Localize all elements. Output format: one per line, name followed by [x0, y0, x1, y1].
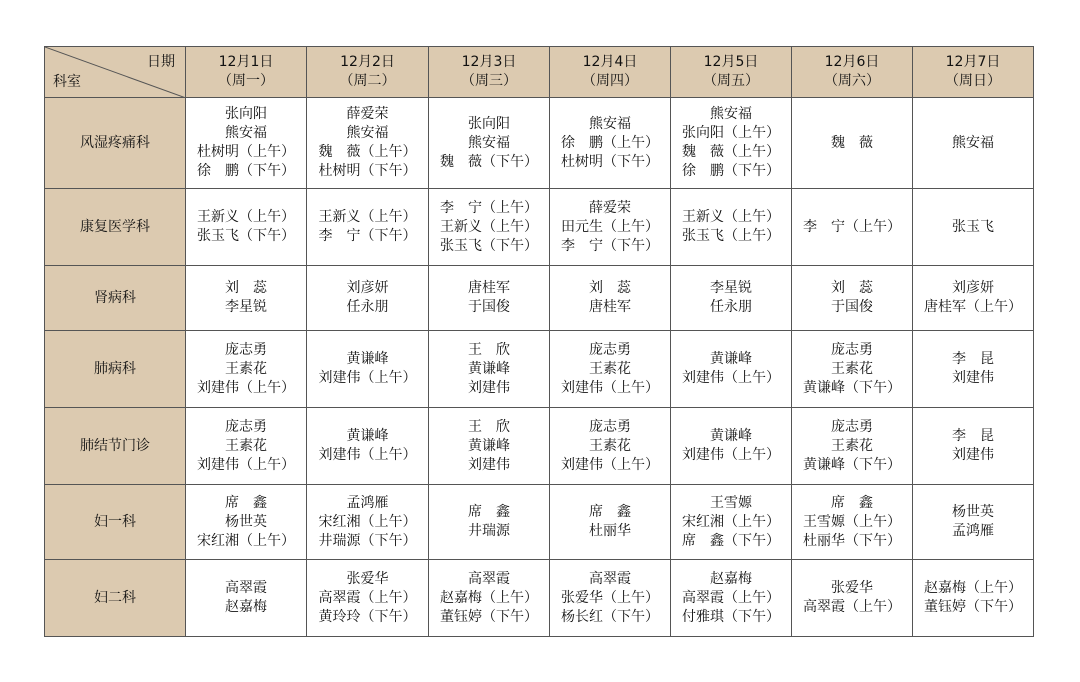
- department-cell: [45, 408, 186, 485]
- doctor-entry: 王素花: [831, 437, 873, 454]
- schedule-cell: [429, 485, 550, 560]
- day-header-cell: [429, 47, 550, 98]
- doctor-entry: 王素花: [225, 360, 267, 377]
- doctor-entry: 王雪嫄（上午）: [803, 513, 901, 530]
- day-date: 12月4日: [582, 54, 638, 70]
- doctor-entry: 刘建伟（上午）: [682, 370, 780, 386]
- doctor-entry: 黄谦峰: [710, 428, 752, 444]
- day-header-cell: [792, 47, 913, 98]
- doctor-entry: 庞志勇: [831, 341, 873, 358]
- schedule-cell: [307, 408, 429, 485]
- schedule-cell: [913, 560, 1034, 637]
- schedule-cell: [429, 408, 550, 485]
- doctor-entry: 薛爱荣: [346, 106, 389, 122]
- day-header-cell: [913, 47, 1034, 98]
- department-name: 妇一科: [94, 513, 136, 530]
- schedule-cell: [913, 98, 1034, 189]
- doctor-entry: 徐 鹏（上午）: [561, 134, 659, 151]
- doctor-entry: 李 宁（下午）: [561, 237, 659, 254]
- day-header-cell: [186, 47, 307, 98]
- doctor-entry: 王 欣: [468, 418, 510, 435]
- doctor-entry: 李 宁（下午）: [318, 228, 417, 244]
- schedule-cell: [550, 408, 671, 485]
- department-cell: [45, 485, 186, 560]
- doctor-entry: 刘建伟（上午）: [197, 379, 295, 396]
- doctor-entry: 董钰婷（下午）: [924, 599, 1022, 615]
- doctor-entry: 杜丽华: [589, 523, 631, 539]
- doctor-entry: 高翠霞: [468, 570, 510, 587]
- doctor-entry: 高翠霞: [589, 570, 631, 587]
- doctor-entry: 席 鑫: [589, 504, 631, 520]
- schedule-cell: [429, 266, 550, 331]
- schedule-cell: [792, 266, 913, 331]
- doctor-entry: 庞志勇: [225, 341, 267, 358]
- schedule-cell: [792, 408, 913, 485]
- doctor-entry: 席 鑫: [468, 504, 510, 520]
- doctor-entry: 魏 薇: [831, 134, 873, 151]
- day-weekday: （周日）: [945, 73, 1001, 89]
- doctor-entry: 黄谦峰（下午）: [803, 456, 901, 473]
- schedule-cell: [550, 98, 671, 189]
- department-axis-label: 科室: [53, 74, 81, 90]
- schedule-cell: [913, 408, 1034, 485]
- day-date: 12月5日: [703, 54, 759, 70]
- schedule-cell: [307, 331, 429, 408]
- doctor-entry: 庞志勇: [831, 418, 873, 435]
- schedule-cell: [792, 189, 913, 266]
- doctor-entry: 黄玲玲（下午）: [318, 608, 417, 625]
- doctor-entry: 李 昆: [952, 351, 994, 367]
- schedule-cell: [307, 485, 429, 560]
- doctor-entry: 黄谦峰: [468, 360, 510, 377]
- doctor-entry: 李 宁（上午）: [440, 199, 538, 216]
- doctor-entry: 张玉飞（上午）: [682, 228, 780, 244]
- doctor-entry: 杨长红（下午）: [561, 608, 659, 625]
- doctor-entry: 张向阳: [225, 106, 267, 122]
- department-name: 肾病科: [94, 289, 136, 306]
- schedule-cell: [429, 98, 550, 189]
- department-name: 妇二科: [94, 589, 136, 606]
- doctor-entry: 田元生（上午）: [561, 218, 659, 235]
- department-cell: [45, 266, 186, 331]
- doctor-entry: 刘彦妍: [346, 280, 389, 296]
- duty-schedule-table: [44, 46, 1034, 637]
- doctor-entry: 刘建伟（上午）: [561, 456, 659, 473]
- doctor-entry: 张玉飞（下午）: [197, 228, 295, 244]
- doctor-entry: 王素花: [831, 360, 873, 377]
- day-weekday: （周二）: [339, 73, 396, 89]
- day-weekday: （周五）: [703, 73, 759, 89]
- doctor-entry: 黄谦峰: [468, 437, 510, 454]
- doctor-entry: 席 鑫（下午）: [682, 532, 780, 549]
- schedule-cell: [186, 331, 307, 408]
- doctor-entry: 刘 蕊: [831, 280, 873, 296]
- schedule-cell: [429, 189, 550, 266]
- schedule-cell: [186, 560, 307, 637]
- doctor-entry: 于国俊: [468, 299, 510, 315]
- doctor-entry: 张玉飞: [952, 218, 994, 235]
- day-date: 12月1日: [218, 54, 274, 70]
- schedule-cell: [550, 189, 671, 266]
- day-date: 12月6日: [824, 54, 880, 70]
- doctor-entry: 王素花: [589, 437, 631, 454]
- doctor-entry: 王新义（上午）: [682, 209, 780, 225]
- department-name: 肺结节门诊: [80, 437, 150, 454]
- schedule-cell: [186, 98, 307, 189]
- doctor-entry: 杨世英: [952, 504, 994, 520]
- doctor-entry: 熊安福: [589, 115, 631, 132]
- doctor-entry: 李 宁（上午）: [803, 218, 901, 235]
- doctor-entry: 李星锐: [710, 280, 752, 296]
- doctor-entry: 王新义（上午）: [318, 209, 417, 225]
- doctor-entry: 刘彦妍: [952, 280, 994, 296]
- day-weekday: （周三）: [461, 73, 517, 89]
- department-cell: [45, 331, 186, 408]
- doctor-entry: 张玉飞（下午）: [440, 237, 538, 254]
- schedule-cell: [792, 485, 913, 560]
- doctor-entry: 张爱华（上午）: [561, 589, 659, 606]
- day-header-cell: [307, 47, 429, 98]
- doctor-entry: 刘建伟: [468, 379, 510, 396]
- schedule-cell: [792, 560, 913, 637]
- schedule-cell: [913, 331, 1034, 408]
- doctor-entry: 王素花: [589, 360, 631, 377]
- table-row: [45, 266, 1034, 331]
- doctor-entry: 薛爱荣: [589, 199, 631, 216]
- doctor-entry: 黄谦峰: [710, 351, 752, 367]
- schedule-cell: [550, 331, 671, 408]
- schedule-cell: [671, 266, 792, 331]
- department-cell: [45, 189, 186, 266]
- schedule-cell: [186, 266, 307, 331]
- department-cell: [45, 560, 186, 637]
- doctor-entry: 刘建伟: [952, 447, 994, 463]
- doctor-entry: 任永朋: [346, 299, 389, 315]
- doctor-entry: 王新义（上午）: [440, 218, 538, 235]
- corner-header-cell: [45, 47, 186, 98]
- schedule-cell: [550, 560, 671, 637]
- doctor-entry: 杜树明（上午）: [197, 144, 295, 160]
- doctor-entry: 刘建伟（上午）: [682, 447, 780, 463]
- table-row: [45, 560, 1034, 637]
- doctor-entry: 刘建伟: [952, 370, 994, 386]
- schedule-cell: [186, 189, 307, 266]
- doctor-entry: 王素花: [225, 437, 267, 454]
- schedule-cell: [913, 266, 1034, 331]
- doctor-entry: 熊安福: [952, 134, 994, 151]
- schedule-cell: [307, 266, 429, 331]
- doctor-entry: 刘建伟（上午）: [318, 447, 417, 463]
- schedule-cell: [671, 560, 792, 637]
- doctor-entry: 井瑞源: [468, 523, 510, 539]
- doctor-entry: 庞志勇: [589, 341, 631, 358]
- doctor-entry: 任永朋: [710, 299, 752, 315]
- schedule-cell: [307, 560, 429, 637]
- doctor-entry: 魏 薇（下午）: [440, 153, 538, 170]
- department-name: 风湿疼痛科: [80, 134, 150, 151]
- schedule-cell: [429, 331, 550, 408]
- doctor-entry: 赵嘉梅: [225, 599, 267, 615]
- day-weekday: （周六）: [824, 73, 880, 89]
- doctor-entry: 熊安福: [710, 106, 752, 122]
- doctor-entry: 高翠霞（上午）: [682, 589, 780, 606]
- department-name: 肺病科: [94, 360, 136, 377]
- doctor-entry: 唐桂军: [468, 280, 510, 296]
- doctor-entry: 王 欣: [468, 341, 510, 358]
- doctor-entry: 杨世英: [225, 513, 267, 530]
- doctor-entry: 张爱华: [346, 570, 389, 587]
- schedule-cell: [429, 560, 550, 637]
- doctor-entry: 刘建伟（上午）: [318, 370, 417, 386]
- doctor-entry: 李星锐: [225, 299, 267, 315]
- doctor-entry: 黄谦峰（下午）: [803, 379, 901, 396]
- doctor-entry: 赵嘉梅（上午）: [924, 580, 1022, 596]
- doctor-entry: 黄谦峰: [346, 351, 389, 367]
- doctor-entry: 唐桂军（上午）: [924, 299, 1022, 315]
- doctor-entry: 高翠霞（上午）: [803, 599, 901, 615]
- doctor-entry: 熊安福: [468, 134, 510, 151]
- doctor-entry: 刘建伟（上午）: [561, 379, 659, 396]
- day-date: 12月7日: [945, 54, 1001, 70]
- doctor-entry: 付雅琪（下午）: [682, 608, 780, 625]
- schedule-cell: [550, 485, 671, 560]
- doctor-entry: 井瑞源（下午）: [318, 532, 417, 549]
- doctor-entry: 张爱华: [831, 580, 873, 596]
- schedule-cell: [671, 485, 792, 560]
- date-axis-label: 日期: [147, 54, 175, 70]
- doctor-entry: 杜树明（下午）: [318, 163, 417, 179]
- doctor-entry: 席 鑫: [831, 494, 873, 511]
- schedule-cell: [307, 98, 429, 189]
- table-row: [45, 189, 1034, 266]
- doctor-entry: 庞志勇: [225, 418, 267, 435]
- doctor-entry: 宋红湘（上午）: [197, 532, 295, 549]
- schedule-cell: [671, 331, 792, 408]
- table-row: [45, 331, 1034, 408]
- schedule-cell: [671, 408, 792, 485]
- doctor-entry: 庞志勇: [589, 418, 631, 435]
- doctor-entry: 刘 蕊: [225, 280, 267, 296]
- day-weekday: （周一）: [218, 73, 274, 89]
- doctor-entry: 刘建伟: [468, 456, 510, 473]
- schedule-cell: [550, 266, 671, 331]
- doctor-entry: 张向阳: [468, 115, 510, 132]
- doctor-entry: 宋红湘（上午）: [682, 513, 780, 530]
- doctor-entry: 高翠霞: [225, 580, 267, 596]
- doctor-entry: 唐桂军: [589, 299, 631, 315]
- doctor-entry: 黄谦峰: [346, 428, 389, 444]
- schedule-cell: [792, 331, 913, 408]
- department-cell: [45, 98, 186, 189]
- department-name: 康复医学科: [80, 218, 150, 235]
- doctor-entry: 高翠霞（上午）: [318, 589, 417, 606]
- doctor-entry: 宋红湘（上午）: [318, 513, 417, 530]
- schedule-cell: [186, 485, 307, 560]
- table-row: [45, 408, 1034, 485]
- doctor-entry: 赵嘉梅（上午）: [440, 589, 538, 606]
- doctor-entry: 熊安福: [346, 125, 389, 141]
- doctor-entry: 刘 蕊: [589, 280, 631, 296]
- day-date: 12月3日: [461, 54, 517, 70]
- doctor-entry: 杜丽华（下午）: [803, 532, 901, 549]
- doctor-entry: 于国俊: [831, 299, 873, 315]
- table-row: [45, 485, 1034, 560]
- doctor-entry: 孟鸿雁: [346, 494, 389, 511]
- schedule-cell: [913, 189, 1034, 266]
- schedule-cell: [792, 98, 913, 189]
- doctor-entry: 刘建伟（上午）: [197, 456, 295, 473]
- doctor-entry: 徐 鹏（下午）: [197, 163, 295, 179]
- day-weekday: （周四）: [582, 73, 638, 89]
- doctor-entry: 孟鸿雁: [952, 523, 994, 539]
- schedule-cell: [671, 98, 792, 189]
- doctor-entry: 王新义（上午）: [197, 209, 295, 225]
- doctor-entry: 董钰婷（下午）: [440, 608, 538, 625]
- day-header-cell: [550, 47, 671, 98]
- doctor-entry: 徐 鹏（下午）: [682, 163, 780, 179]
- day-date: 12月2日: [340, 54, 395, 70]
- schedule-cell: [186, 408, 307, 485]
- doctor-entry: 杜树明（下午）: [561, 153, 659, 170]
- doctor-entry: 王雪嫄: [710, 494, 752, 511]
- schedule-cell: [307, 189, 429, 266]
- doctor-entry: 魏 薇（上午）: [318, 144, 417, 160]
- doctor-entry: 席 鑫: [225, 494, 267, 511]
- table-row: [45, 98, 1034, 189]
- schedule-cell: [913, 485, 1034, 560]
- schedule-cell: [671, 189, 792, 266]
- doctor-entry: 张向阳（上午）: [682, 125, 780, 141]
- day-header-cell: [671, 47, 792, 98]
- doctor-entry: 熊安福: [225, 125, 267, 141]
- doctor-entry: 赵嘉梅: [710, 570, 752, 587]
- doctor-entry: 李 昆: [952, 428, 994, 444]
- doctor-entry: 魏 薇（上午）: [682, 144, 780, 160]
